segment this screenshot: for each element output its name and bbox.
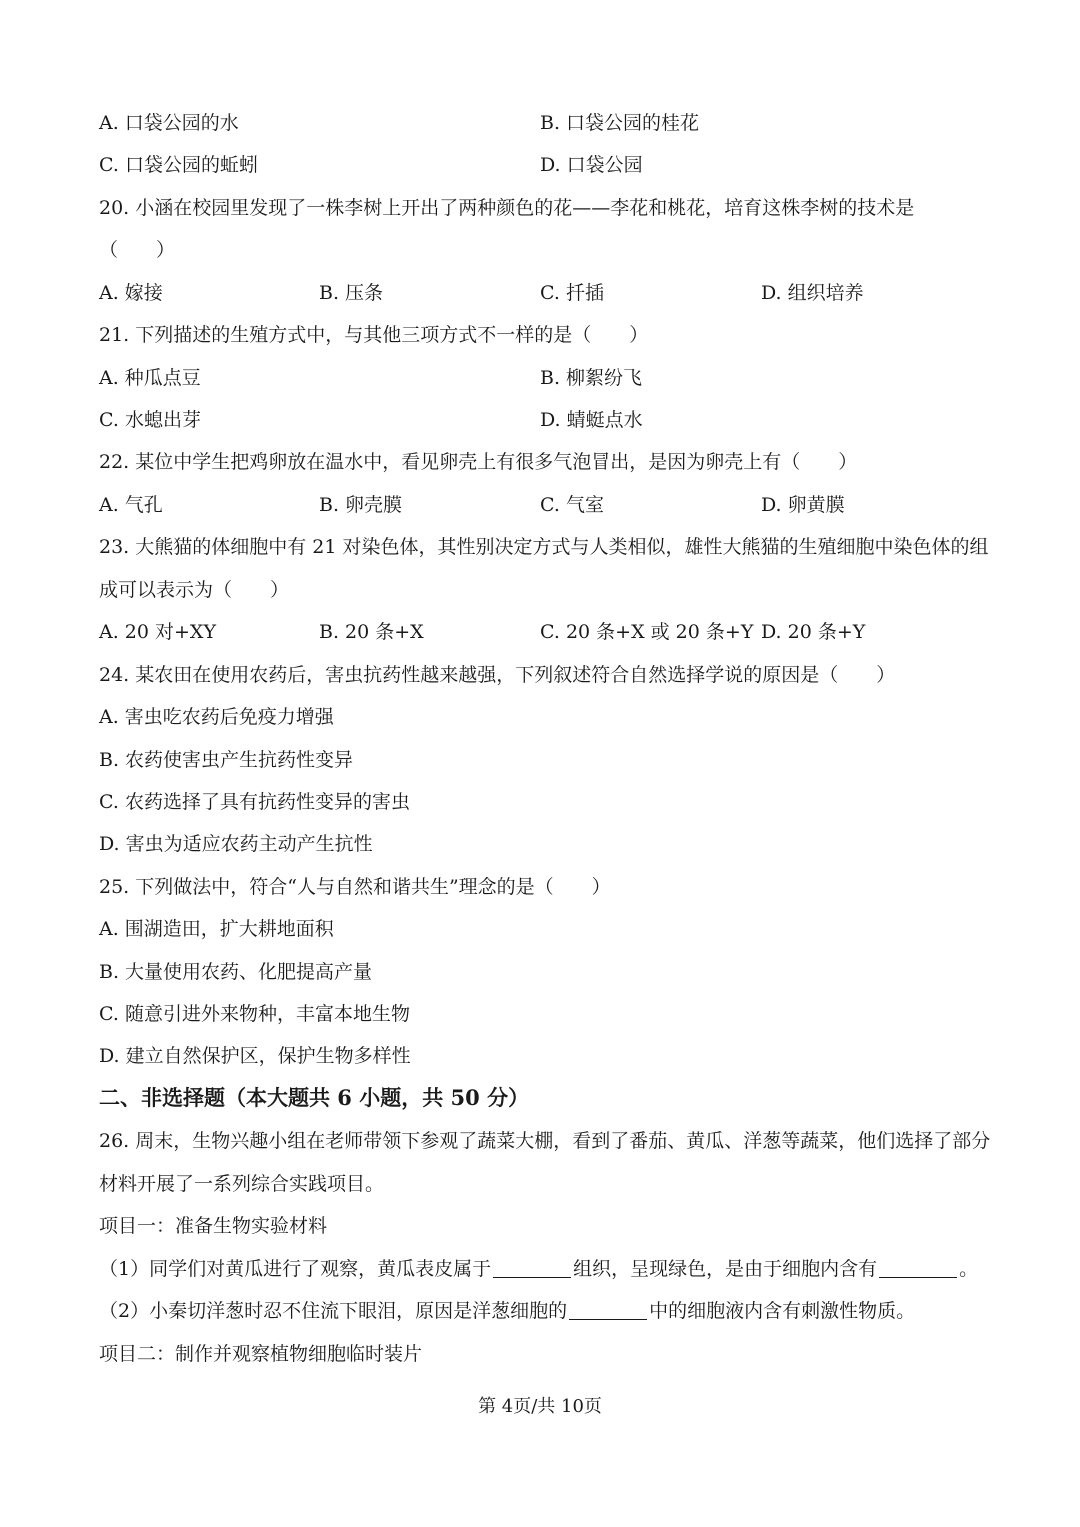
q19-option-b: B. 口袋公园的桂花	[540, 112, 700, 134]
q26-part-2	[99, 1299, 915, 1323]
q19-option-c: C. 口袋公园的蚯蚓	[99, 154, 258, 176]
q22-option-d: D. 卵黄膜	[761, 494, 845, 516]
q20-option-d: D. 组织培养	[761, 282, 864, 304]
q21-option-b: B. 柳絮纷飞	[540, 367, 643, 389]
q22-option-b: B. 卵壳膜	[319, 494, 403, 516]
q21-option-d: D. 蜻蜓点水	[540, 409, 643, 431]
q25-option-c: C. 随意引进外来物种，丰富本地生物	[99, 1003, 410, 1025]
q19-option-a: A. 口袋公园的水	[99, 112, 239, 134]
q26-stem: 26. 周末，生物兴趣小组在老师带领下参观了蔬菜大棚，看到了番茄、黄瓜、洋葱等蔬菜，他们选择了部分	[99, 1130, 991, 1152]
q26-part-1-middle: 组织，呈现绿色，是由于细胞内含有	[573, 1258, 878, 1280]
q24-option-b: B. 农药使害虫产生抗药性变异	[99, 749, 354, 771]
q20-option-c: C. 扦插	[540, 282, 604, 304]
q23-option-b: B. 20 条+X	[319, 621, 424, 643]
q24-option-a: A. 害虫吃农药后免疫力增强	[99, 706, 334, 728]
q23-stem: 23. 大熊猫的体细胞中有 21 对染色体，其性别决定方式与人类相似，雄性大熊猫的生殖细胞中染色体的组	[99, 536, 989, 558]
q24-option-d: D. 害虫为适应农药主动产生抗性	[99, 833, 373, 855]
q25-option-a: A. 围湖造田，扩大耕地面积	[99, 918, 334, 940]
q21-option-c: C. 水螅出芽	[99, 409, 201, 431]
q26-part-1-suffix: 。	[959, 1258, 979, 1280]
answer-blank[interactable]	[569, 1301, 647, 1320]
q20-option-b: B. 压条	[319, 282, 384, 304]
q25-option-b: B. 大量使用农药、化肥提高产量	[99, 961, 373, 983]
q23-option-d: D. 20 条+Y	[761, 621, 866, 643]
q20-stem: 20. 小涵在校园里发现了一株李树上开出了两种颜色的花——李花和桃花，培育这株李树的技术是	[99, 197, 915, 219]
q26-part-1-prefix: （1）同学们对黄瓜进行了观察，黄瓜表皮属于	[99, 1258, 492, 1280]
q20-option-a: A. 嫁接	[99, 282, 163, 304]
answer-blank[interactable]	[879, 1259, 957, 1278]
q21-option-a: A. 种瓜点豆	[99, 367, 201, 389]
q21-stem: 21. 下列描述的生殖方式中，与其他三项方式不一样的是（ ）	[99, 324, 649, 346]
q25-stem: 25. 下列做法中，符合“人与自然和谐共生”理念的是（ ）	[99, 876, 611, 898]
q23-option-c: C. 20 条+X 或 20 条+Y	[540, 621, 754, 643]
q26-stem-cont: 材料开展了一系列综合实践项目。	[99, 1173, 385, 1195]
answer-blank[interactable]	[493, 1259, 571, 1278]
q26-part-2-prefix: （2）小秦切洋葱时忍不住流下眼泪，原因是洋葱细胞的	[99, 1300, 568, 1322]
q20-stem-bracket: （ ）	[99, 239, 176, 261]
q26-part-1	[99, 1257, 978, 1281]
q26-project-2-title: 项目二：制作并观察植物细胞临时装片	[99, 1343, 423, 1365]
q25-option-d: D. 建立自然保护区，保护生物多样性	[99, 1045, 411, 1067]
q24-stem: 24. 某农田在使用农药后，害虫抗药性越来越强，下列叙述符合自然选择学说的原因是（ ）	[99, 664, 896, 686]
q22-option-a: A. 气孔	[99, 494, 163, 516]
q19-option-d: D. 口袋公园	[540, 154, 643, 176]
q23-option-a: A. 20 对+XY	[99, 621, 217, 643]
q22-option-c: C. 气室	[540, 494, 604, 516]
q24-option-c: C. 农药选择了具有抗药性变异的害虫	[99, 791, 410, 813]
q26-project-1-title: 项目一：准备生物实验材料	[99, 1215, 328, 1237]
q22-stem: 22. 某位中学生把鸡卵放在温水中，看见卵壳上有很多气泡冒出，是因为卵壳上有（ ）	[99, 451, 858, 473]
page-number-footer: 第 4页/共 10页	[478, 1396, 602, 1417]
section-heading-non-choice: 二、非选择题（本大题共 6 小题，共 50 分）	[99, 1085, 530, 1110]
q23-stem-cont: 成可以表示为（ ）	[99, 579, 290, 601]
q26-part-2-suffix: 中的细胞液内含有刺激性物质。	[649, 1300, 916, 1322]
